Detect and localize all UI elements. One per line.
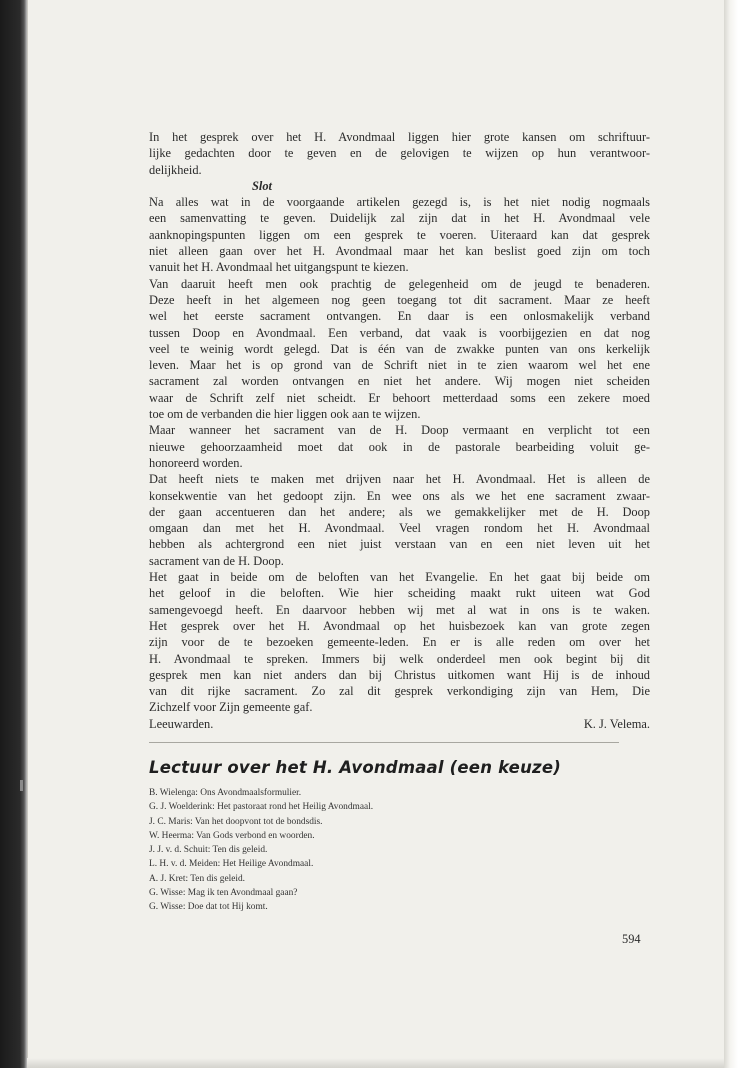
paragraph-line: veel te weinig wordt gelegd. Dat is één van de zwakke punten van ons kerkelijk	[149, 341, 650, 356]
paragraph-line: toe om de verbanden die hier liggen ook aan te wijzen.	[149, 407, 421, 422]
paragraph-line: Maar wanneer het sacrament van de H. Doop vermaant en verplicht tot een	[149, 423, 650, 438]
paragraph-line: Zichzelf voor Zijn gemeente gaf.	[149, 700, 313, 715]
paragraph-line: samengevoegd heeft. En daarvoor hebben wij met al wat in ons is te waken.	[149, 602, 650, 617]
paper-sheet	[27, 0, 725, 1058]
intro-line: delijkheid.	[149, 162, 202, 177]
scan-bottom-edge	[27, 1058, 724, 1068]
signature-line	[149, 716, 650, 732]
paragraph-line: niet alleen gaan over het H. Avondmaal maar het kan beslist goed zijn om toch	[149, 244, 650, 259]
paragraph-line: H. Avondmaal te spreken. Immers bij welk onderdeel men ook begint bij dit	[149, 651, 650, 666]
paragraph-line: sacrament zal worden ontvangen en niet het andere. Wij mogen niet scheiden	[149, 374, 650, 389]
reading-list-item: L. H. v. d. Meiden: Het Heilige Avondmaal.	[149, 859, 314, 870]
paragraph-line: Het gaat in beide om de beloften van het Evangelie. En het gaat bij beide om	[149, 570, 650, 585]
paragraph-line: Het gesprek over het H. Avondmaal op het huisbezoek kan van grote zegen	[149, 618, 650, 633]
reading-list-title: Lectuur over het H. Avondmaal (een keuze)	[149, 757, 561, 777]
signature-author: K. J. Velema.	[583, 716, 650, 731]
article-paragraph	[149, 569, 650, 716]
paragraph-line: Deze heeft in het algemeen nog geen toegang tot dit sacrament. Maar ze heeft	[149, 292, 650, 307]
paragraph-line: hebben als achtergrond een niet juist verstaan van en een niet leven uit het	[149, 537, 650, 552]
paragraph-line: vanuit het H. Avondmaal het uitgangspunt te kiezen.	[149, 260, 409, 275]
paragraph-line: Dat heeft niets te maken met drijven naar het H. Avondmaal. Het is alleen de	[149, 472, 650, 487]
paragraph-line: omgaan dan met het H. Avondmaal. Veel vragen rondom het H. Avondmaal	[149, 521, 650, 536]
article-paragraph	[149, 422, 650, 471]
reading-list-item: G. J. Woelderink: Het pastoraat rond het Heilig Avondmaal.	[149, 802, 374, 813]
article-intro	[149, 129, 650, 178]
signature-place: Leeuwarden.	[149, 716, 214, 731]
article-paragraph	[149, 471, 650, 569]
page-number: 594	[622, 932, 641, 946]
article-body	[149, 194, 650, 716]
paragraph-line: konsekwentie van het gedoopt zijn. En wee ons als we het ene sacrament zwaar-	[149, 488, 650, 503]
paragraph-line: Na alles wat in de voorgaande artikelen gezegd is, is het niet nodig nogmaals	[149, 195, 650, 210]
reading-list-item: B. Wielenga: Ons Avondmaalsformulier.	[149, 787, 302, 798]
reading-list-item: J. J. v. d. Schuit: Ten dis geleid.	[149, 845, 268, 856]
paragraph-line: gesprek men kan niet anders dan bij Christus uitkomen want Hij is de inhoud	[149, 667, 650, 682]
paragraph-line: nieuwe gehoorzaamheid moet dat ook in de pastorale bearbeiding voluit ge-	[149, 439, 650, 454]
article-paragraph	[149, 194, 650, 275]
reading-list-item: A. J. Kret: Ten dis geleid.	[149, 873, 246, 884]
reading-list-item: G. Wisse: Doe dat tot Hij komt.	[149, 902, 268, 913]
paragraph-line: waar de Schrift zelf niet scheidt. Er behoort metterdaad soms een zekere moed	[149, 390, 650, 405]
article-paragraph	[149, 276, 650, 423]
paragraph-line: honoreerd worden.	[149, 455, 243, 470]
paragraph-line: van dit rijke sacrament. Zo zal dit gesprek verkondiging zijn van Hem, Die	[149, 684, 650, 699]
paragraph-line: het geloof in die beloften. Wie hier scheiding maakt rukt uiteen wat God	[149, 586, 650, 601]
paragraph-line: zijn voor de te bezoeken gemeente-leden. En er is alle reden om over het	[149, 635, 650, 650]
scan-right-edge	[724, 0, 738, 1068]
reading-list-item: W. Heerma: Van Gods verbond en woorden.	[149, 830, 315, 841]
intro-line: In het gesprek over het H. Avondmaal liggen hier grote kansen om schriftuur-	[149, 130, 650, 144]
section-heading-slot: Slot	[252, 178, 272, 193]
reading-list-item: J. C. Maris: Van het doopvont tot de bondsdis.	[149, 816, 323, 827]
paragraph-line: tussen Doop en Avondmaal. Een verband, dat vaak is voorbijgezien en dat nog	[149, 325, 650, 340]
reading-list	[149, 786, 650, 915]
paragraph-line: leven. Maar het is op grond van de Schrift niet in te zien waarom wel het ene	[149, 358, 650, 373]
paragraph-line: der gaan accentueren dan het andere; als we gemakkelijker met de H. Doop	[149, 504, 650, 519]
scan-speck	[20, 780, 23, 791]
page-content	[149, 129, 650, 915]
paragraph-line: aanknopingspunten liggen om een gesprek te voeren. Uiteraard kan dat gesprek	[149, 227, 650, 242]
paragraph-line: sacrament van de H. Doop.	[149, 553, 284, 568]
intro-line: lijke gedachten door te geven en de gelovigen te wijzen op hun verantwoor-	[149, 146, 650, 161]
paragraph-line: een samenvatting te geven. Duidelijk zal zijn dat in het H. Avondmaal vele	[149, 211, 650, 226]
reading-list-item: G. Wisse: Mag ik ten Avondmaal gaan?	[149, 888, 298, 899]
scan-binding-edge	[0, 0, 27, 1068]
paragraph-line: Van daaruit heeft men ook prachtig de gelegenheid om de jeugd te benaderen.	[149, 276, 650, 291]
section-divider	[149, 742, 619, 743]
paragraph-line: wel het eerste sacrament ontvangen. En daar is een onlosmakelijk verband	[149, 309, 650, 324]
